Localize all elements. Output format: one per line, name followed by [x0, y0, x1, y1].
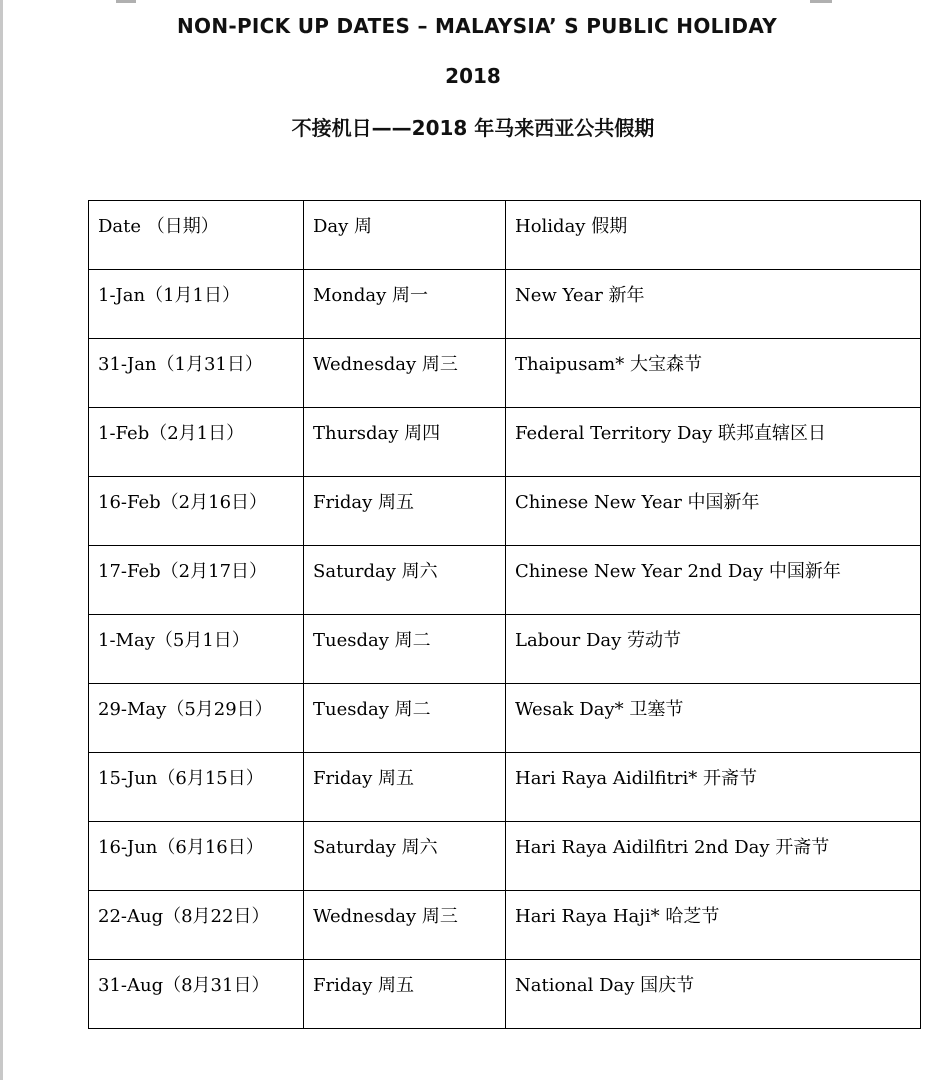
- day-text: Friday 周五: [313, 492, 414, 513]
- holiday-text: Hari Raya Aidilfitri* 开斋节: [515, 768, 757, 789]
- day-cell: [304, 615, 506, 684]
- date-text: 1-May（5月1日）: [98, 630, 250, 651]
- day-text: Monday 周一: [313, 285, 429, 306]
- date-text: 1-Jan（1月1日）: [98, 285, 240, 306]
- day-text: Friday 周五: [313, 768, 414, 789]
- table-header-row: [89, 201, 921, 270]
- date-text: 1-Feb（2月1日）: [98, 423, 245, 444]
- holiday-cell: [506, 615, 921, 684]
- date-cell: [89, 477, 304, 546]
- holiday-cell: [506, 822, 921, 891]
- day-cell: [304, 753, 506, 822]
- day-text: Saturday 周六: [313, 561, 438, 582]
- date-cell: [89, 408, 304, 477]
- header-day-label: Day 周: [313, 216, 373, 237]
- date-text: 16-Jun（6月16日）: [98, 837, 264, 858]
- holiday-table: [88, 200, 921, 1029]
- holiday-text: Thaipusam* 大宝森节: [515, 354, 702, 375]
- holiday-cell: [506, 408, 921, 477]
- table-row: [89, 477, 921, 546]
- page-top-mark: [116, 0, 136, 3]
- header-date-label: Date （日期）: [98, 216, 219, 237]
- table-row: [89, 753, 921, 822]
- day-cell: [304, 684, 506, 753]
- holiday-text: National Day 国庆节: [515, 975, 695, 996]
- holiday-text: New Year 新年: [515, 285, 645, 306]
- document-year: 2018: [445, 64, 501, 88]
- date-cell: [89, 891, 304, 960]
- day-cell: [304, 960, 506, 1029]
- day-text: Friday 周五: [313, 975, 414, 996]
- day-text: Thursday 周四: [313, 423, 441, 444]
- date-cell: [89, 960, 304, 1029]
- holiday-text: Wesak Day* 卫塞节: [515, 699, 684, 720]
- table-row: [89, 891, 921, 960]
- day-cell: [304, 270, 506, 339]
- day-cell: [304, 408, 506, 477]
- date-text: 15-Jun（6月15日）: [98, 768, 264, 789]
- page-top-mark: [810, 0, 832, 3]
- date-cell: [89, 339, 304, 408]
- date-cell: [89, 546, 304, 615]
- holiday-text: Federal Territory Day 联邦直辖区日: [515, 423, 826, 444]
- date-cell: [89, 684, 304, 753]
- day-cell: [304, 891, 506, 960]
- holiday-cell: [506, 891, 921, 960]
- day-cell: [304, 546, 506, 615]
- holiday-cell: [506, 477, 921, 546]
- date-cell: [89, 753, 304, 822]
- date-text: 16-Feb（2月16日）: [98, 492, 268, 513]
- table-row: [89, 408, 921, 477]
- date-text: 31-Aug（8月31日）: [98, 975, 270, 996]
- header-cell-date: [89, 201, 304, 270]
- table-row: [89, 270, 921, 339]
- holiday-cell: [506, 960, 921, 1029]
- date-text: 29-May（5月29日）: [98, 699, 273, 720]
- date-text: 17-Feb（2月17日）: [98, 561, 268, 582]
- holiday-text: Chinese New Year 中国新年: [515, 492, 760, 513]
- document-title: NON-PICK UP DATES – MALAYSIA’ S PUBLIC HOLIDAY: [177, 14, 777, 38]
- holiday-cell: [506, 339, 921, 408]
- date-text: 31-Jan（1月31日）: [98, 354, 263, 375]
- holiday-text: Labour Day 劳动节: [515, 630, 682, 651]
- holiday-cell: [506, 753, 921, 822]
- day-text: Tuesday 周二: [313, 630, 431, 651]
- table-row: [89, 546, 921, 615]
- holiday-text: Chinese New Year 2nd Day 中国新年: [515, 561, 841, 582]
- day-cell: [304, 822, 506, 891]
- day-text: Saturday 周六: [313, 837, 438, 858]
- holiday-cell: [506, 546, 921, 615]
- holiday-text: Hari Raya Haji* 哈芝节: [515, 906, 720, 927]
- date-cell: [89, 270, 304, 339]
- table-row: [89, 339, 921, 408]
- day-text: Wednesday 周三: [313, 354, 458, 375]
- table-row: [89, 960, 921, 1029]
- day-text: Wednesday 周三: [313, 906, 458, 927]
- page-edge: [0, 0, 3, 1080]
- holiday-cell: [506, 684, 921, 753]
- document-title-chinese: 不接机日——2018 年马来西亚公共假期: [291, 116, 655, 140]
- table-row: [89, 684, 921, 753]
- header-cell-day: [304, 201, 506, 270]
- table-row: [89, 615, 921, 684]
- day-cell: [304, 339, 506, 408]
- day-text: Tuesday 周二: [313, 699, 431, 720]
- day-cell: [304, 477, 506, 546]
- holiday-cell: [506, 270, 921, 339]
- holiday-text: Hari Raya Aidilfitri 2nd Day 开斋节: [515, 837, 830, 858]
- header-cell-holiday: [506, 201, 921, 270]
- date-cell: [89, 822, 304, 891]
- date-text: 22-Aug（8月22日）: [98, 906, 270, 927]
- date-cell: [89, 615, 304, 684]
- table-row: [89, 822, 921, 891]
- header-holiday-label: Holiday 假期: [515, 216, 628, 237]
